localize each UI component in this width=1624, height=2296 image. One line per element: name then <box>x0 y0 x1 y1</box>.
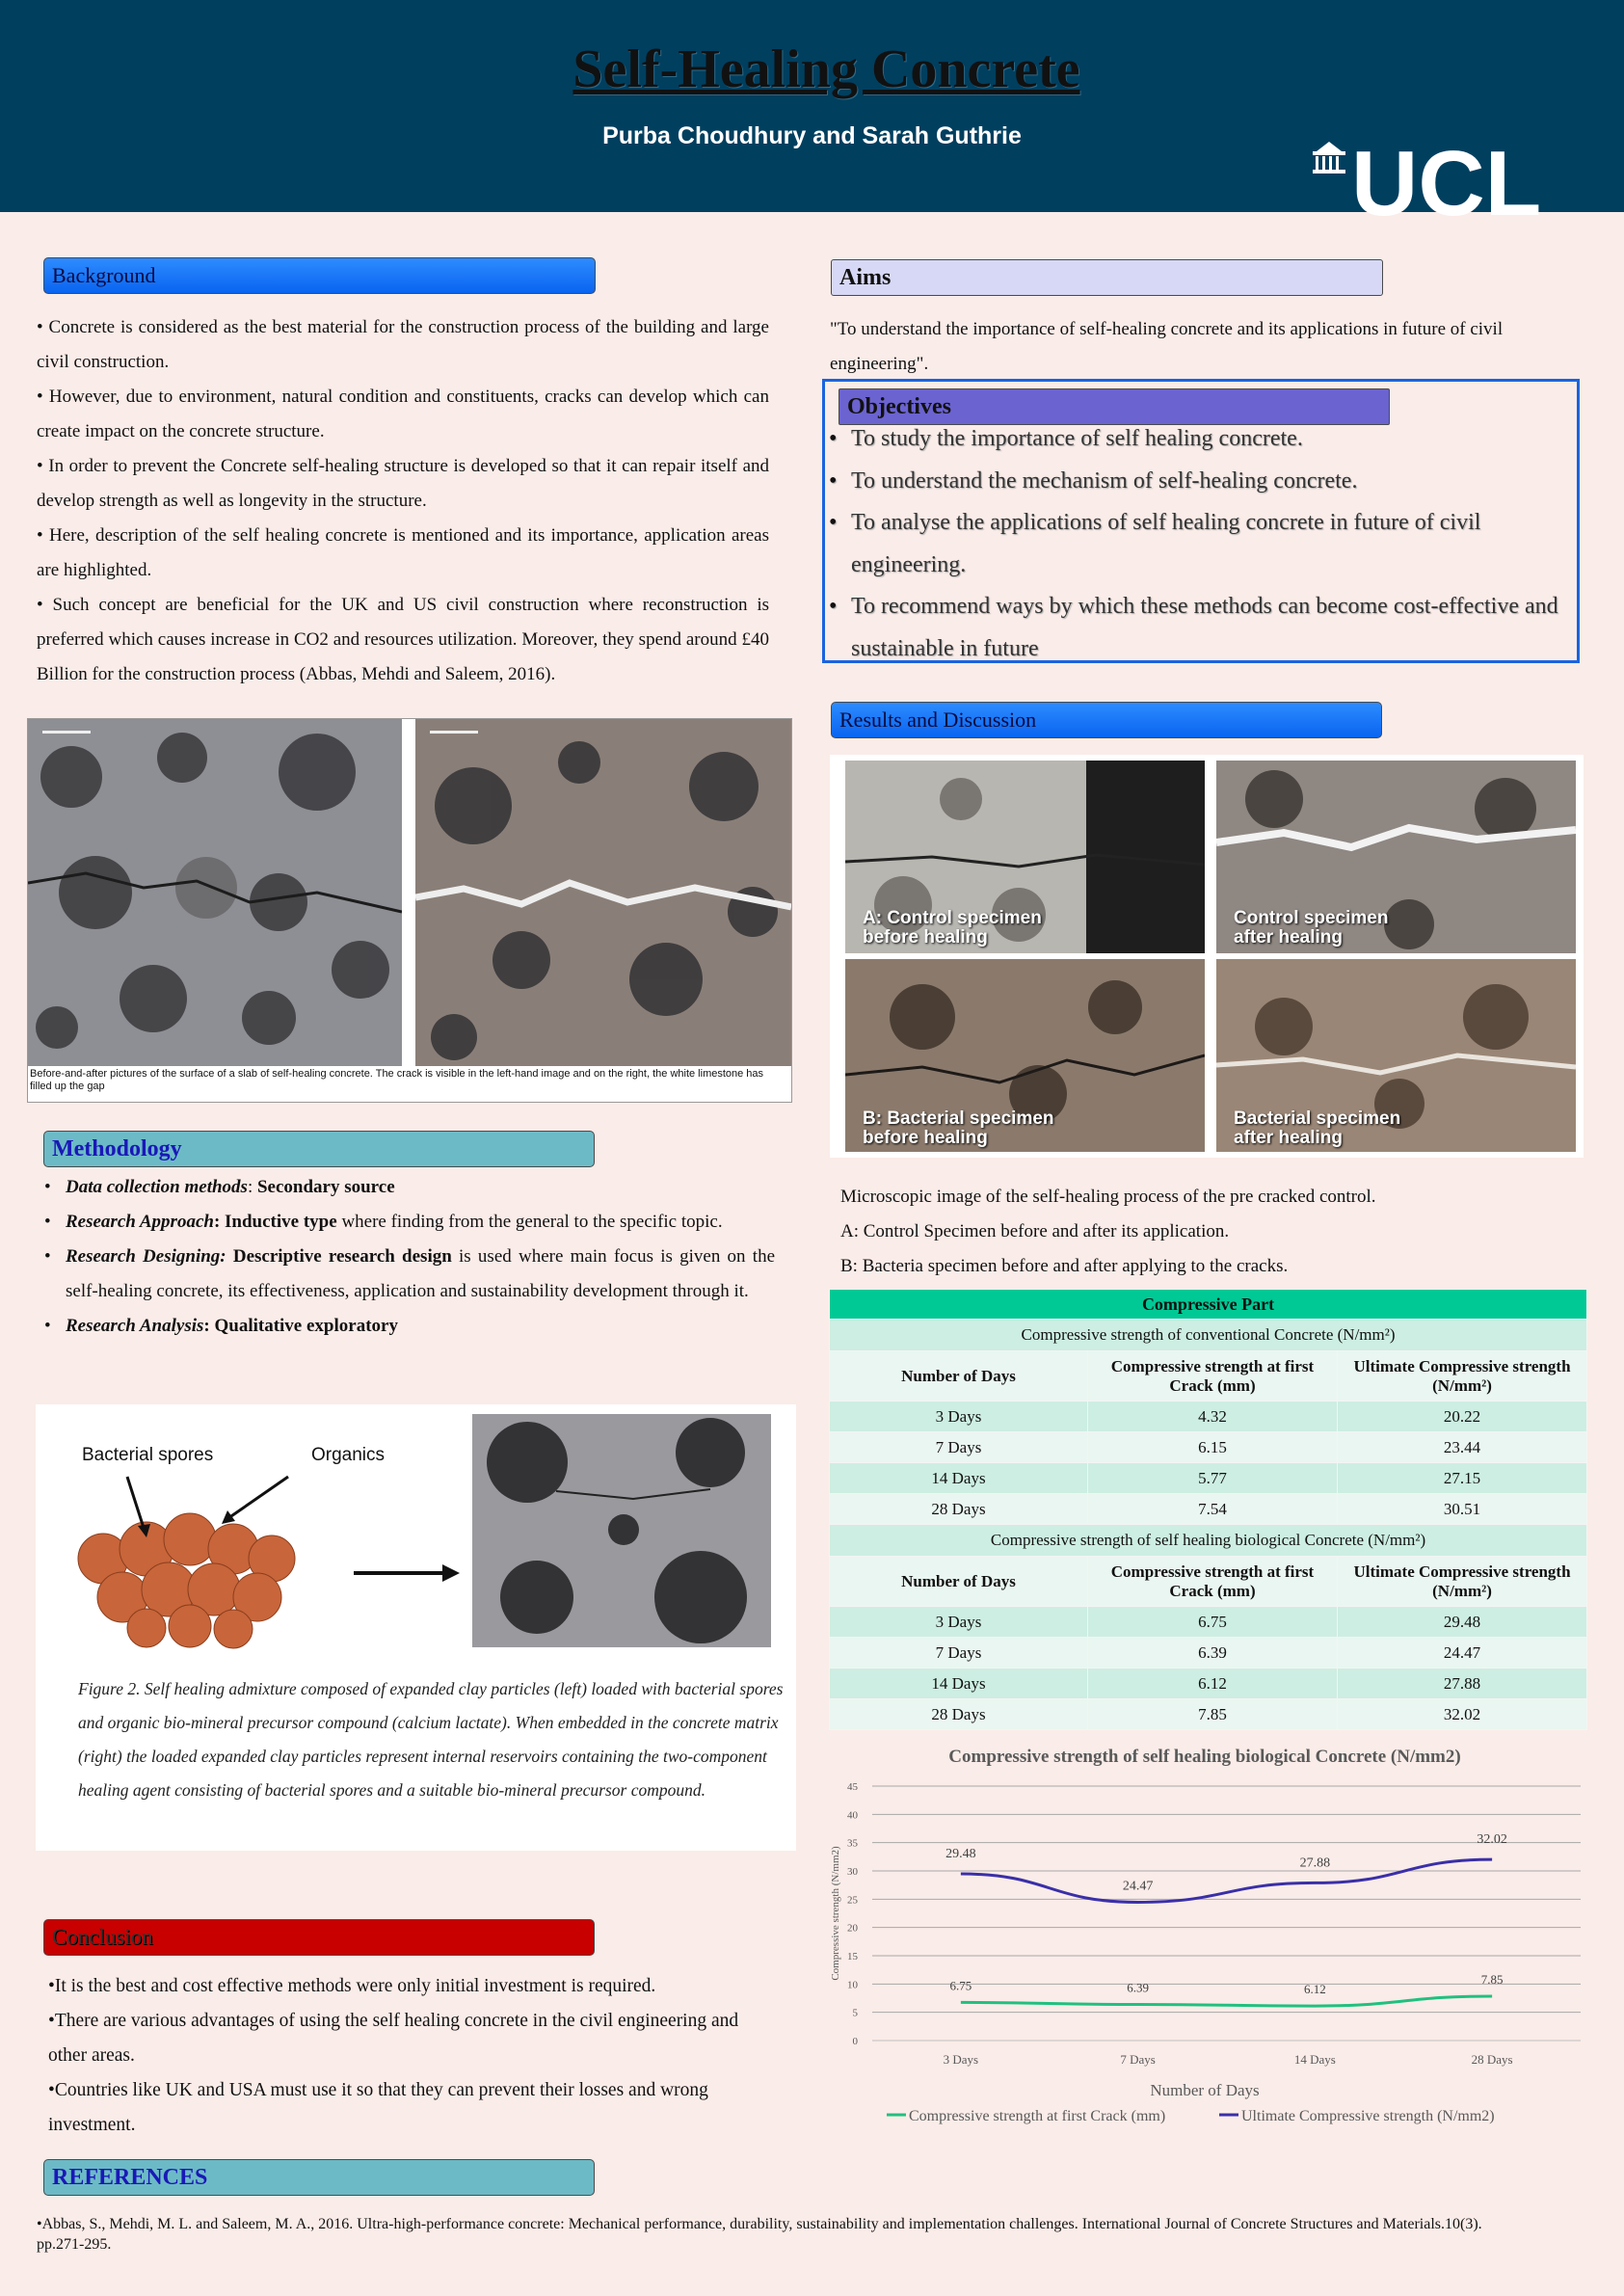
compressive-table <box>829 1289 1587 1730</box>
table-biological-title: Compressive strength of self healing biological Concrete (N/mm²) <box>830 1525 1587 1557</box>
chart-series-line <box>961 1859 1492 1902</box>
methodology-item: • Research Approach: Inductive type where finding from the general to the specific topic. <box>42 1205 775 1240</box>
chart-data-label: 6.75 <box>949 1978 972 1993</box>
table-col-header: Compressive strength at first Crack (mm) <box>1088 1351 1338 1402</box>
chart-x-tick-label: 3 Days <box>943 2052 979 2067</box>
methodology-item: • Research Designing: Descriptive research design is used where main focus is given on the self-healing concrete, its effectiveness, application and sustainability development through it. <box>42 1240 775 1309</box>
poster-title: Self-Healing Concrete <box>572 40 1080 99</box>
chart-y-tick-label: 30 <box>847 1866 858 1878</box>
methodology-list <box>42 1170 775 1344</box>
chart-x-axis-label: Number of Days <box>1150 2081 1260 2099</box>
chart-x-tick-label: 7 Days <box>1120 2052 1156 2067</box>
table-col-header: Number of Days <box>830 1351 1088 1402</box>
table-col-header: Number of Days <box>830 1557 1088 1607</box>
background-bullet: • However, due to environment, natural condition and constituents, cracks can develop which can create impact on the concrete structure. <box>37 387 769 441</box>
background-heading: Background <box>43 257 596 294</box>
chart-data-label: 32.02 <box>1477 1832 1507 1848</box>
poster-authors: Purba Choudhury and Sarah Guthrie <box>602 122 1022 149</box>
methodology-heading: Methodology <box>43 1131 595 1167</box>
table-row: 14 Days 5.77 27.15 <box>830 1463 1587 1494</box>
results-heading: Results and Discussion <box>831 702 1382 738</box>
slab-photo-caption: Before-and-after pictures of the surface of a slab of self-healing concrete. The crack is visible in the left-hand image and on the right, the white limestone has filled up the gap <box>30 1068 764 1092</box>
chart-y-tick-label: 0 <box>852 2036 858 2047</box>
references-heading: REFERENCES <box>43 2159 595 2196</box>
microscopic-figure <box>830 755 1584 1158</box>
strength-chart <box>824 1740 1585 2135</box>
chart-series-line <box>961 1996 1492 2006</box>
chart-y-tick-label: 35 <box>847 1837 858 1850</box>
table-row: 3 Days 6.75 29.48 <box>830 1607 1587 1638</box>
objectives-heading: Objectives <box>839 388 1390 425</box>
slab-photo-figure <box>27 718 792 1103</box>
chart-y-tick-label: 5 <box>852 2007 858 2019</box>
organics-label: Organics <box>311 1445 386 1465</box>
bacterial-before-image <box>845 959 1205 1152</box>
chart-y-tick-label: 15 <box>847 1951 858 1962</box>
table-col-header: Ultimate Compressive strength (N/mm²) <box>1338 1351 1587 1402</box>
table-row: 28 Days 7.54 30.51 <box>830 1494 1587 1525</box>
table-title: Compressive Part <box>830 1290 1587 1320</box>
chart-y-tick-label: 40 <box>847 1809 858 1822</box>
strength-chart-svg <box>824 1740 1585 2135</box>
methodology-item: • Data collection methods: Secondary source <box>42 1170 775 1205</box>
chart-data-label: 27.88 <box>1299 1855 1331 1871</box>
chart-data-label: 6.12 <box>1304 1982 1326 1997</box>
methodology-item: • Research Analysis: Qualitative exploratory <box>42 1309 775 1344</box>
chart-y-tick-label: 20 <box>847 1922 858 1935</box>
chart-legend-label: Ultimate Compressive strength (N/mm2) <box>1241 2108 1495 2124</box>
results-caption: Microscopic image of the self-healing process of the pre cracked control. <box>840 1187 1376 1207</box>
objective-item: • To study the importance of self healing concrete. <box>829 418 1571 461</box>
objective-item: • To understand the mechanism of self-healing concrete. <box>829 461 1571 503</box>
objectives-list <box>829 418 1571 670</box>
control-after-label: Control specimen after healing <box>1234 908 1389 948</box>
objective-item: • To analyse the applications of self healing concrete in future of civil engineering. <box>829 502 1571 586</box>
background-bullet: • Such concept are beneficial for the UK and US civil construction where reconstruction is preferred which causes increase in CO2 and resources utilization. Moreover, they spend around £40 Billion for the construction process (Abbas, Mehdi and Saleem, 2016). <box>37 595 769 684</box>
chart-data-label: 29.48 <box>945 1847 976 1862</box>
chart-y-tick-label: 45 <box>847 1781 858 1793</box>
chart-y-tick-label: 10 <box>847 1979 858 1991</box>
background-bullet: • Here, description of the self healing concrete is mentioned and its importance, application areas are highlighted. <box>37 525 769 580</box>
chart-data-label: 24.47 <box>1122 1879 1154 1894</box>
background-bullet: • Concrete is considered as the best material for the construction process of the building and large civil construction. <box>37 317 769 372</box>
chart-x-tick-label: 28 Days <box>1471 2052 1513 2067</box>
conclusion-bullet: •Countries like UK and USA must use it so that they can prevent their losses and wrong investment. <box>48 2080 708 2135</box>
reference-item: •Abbas, S., Mehdi, M. L. and Saleem, M. A., 2016. Ultra-high-performance concrete: Mechanical performance, durability, sustainability and implementation challenges. International Journal of Concrete Structures and Materials.10(3). pp.271-295. <box>37 2216 1482 2253</box>
conclusion-bullet: •There are various advantages of using the self healing concrete in the civil engineering and other areas. <box>48 2011 739 2066</box>
chart-title: Compressive strength of self healing biological Concrete (N/mm2) <box>948 1747 1461 1767</box>
chart-data-label: 6.39 <box>1127 1980 1149 1995</box>
results-caption: B: Bacteria specimen before and after applying to the cracks. <box>840 1256 1289 1276</box>
chart-x-tick-label: 14 Days <box>1293 2052 1336 2067</box>
objective-item: • To recommend ways by which these methods can become cost-effective and sustainable in future <box>829 586 1571 670</box>
background-text <box>37 310 769 692</box>
table-col-header: Ultimate Compressive strength (N/mm²) <box>1338 1557 1587 1607</box>
background-bullet: • In order to prevent the Concrete self-healing structure is developed so that it can repair itself and develop strength as well as longevity in the structure. <box>37 456 769 511</box>
results-captions <box>840 1180 1573 1284</box>
chart-y-tick-label: 25 <box>847 1894 858 1907</box>
admixture-image <box>36 1404 796 1655</box>
table-row: 28 Days 7.85 32.02 <box>830 1699 1587 1730</box>
control-before-label: A: Control specimen before healing <box>863 908 1042 948</box>
bacterial-after-image <box>1216 959 1576 1152</box>
table-conventional-title: Compressive strength of conventional Concrete (N/mm²) <box>830 1320 1587 1351</box>
control-before-image <box>845 761 1205 953</box>
table-row: 7 Days 6.15 23.44 <box>830 1432 1587 1463</box>
table-col-header: Compressive strength at first Crack (mm) <box>1088 1557 1338 1607</box>
table-row: 7 Days 6.39 24.47 <box>830 1638 1587 1669</box>
conclusion-heading: Conclusion <box>43 1919 595 1956</box>
control-after-image <box>1216 761 1576 953</box>
conclusion-bullet: •It is the best and cost effective methods were only initial investment is required. <box>48 1976 656 1996</box>
conclusion-text <box>48 1969 771 2143</box>
references-list <box>37 2214 1482 2255</box>
bacterial-spores-label: Bacterial spores <box>82 1445 214 1465</box>
svg-text:UCL: UCL <box>1351 140 1542 217</box>
results-caption: A: Control Specimen before and after its application. <box>840 1221 1230 1241</box>
table-row: 14 Days 6.12 27.88 <box>830 1669 1587 1699</box>
chart-data-label: 7.85 <box>1480 1971 1504 1987</box>
table-row: 3 Days 4.32 20.22 <box>830 1402 1587 1432</box>
aims-text: "To understand the importance of self-healing concrete and its applications in future of civil engineering". <box>830 319 1504 374</box>
ucl-logo <box>1313 140 1583 217</box>
admixture-figure <box>36 1404 796 1851</box>
admixture-caption: Figure 2. Self healing admixture composed of expanded clay particles (left) loaded with bacterial spores and organic bio-mineral precursor compound (calcium lactate). When embedded in the concrete matrix (right) the loaded expanded clay particles represent internal reservoirs containing the two-component healing agent consisting of bacterial spores and a suitable bio-mineral precursor compound. <box>78 1679 784 1800</box>
aims-heading: Aims <box>831 259 1383 296</box>
slab-before-image <box>28 719 402 1066</box>
compressive-table-wrap <box>829 1289 1587 1730</box>
slab-after-image <box>415 719 791 1066</box>
chart-y-axis-label: Compressive strength (N/mm2) <box>830 1846 841 1981</box>
chart-legend-label: Compressive strength at first Crack (mm) <box>909 2108 1166 2124</box>
bacterial-after-label: Bacterial specimen after healing <box>1234 1108 1401 1148</box>
bacterial-before-label: B: Bacterial specimen before healing <box>863 1108 1054 1148</box>
